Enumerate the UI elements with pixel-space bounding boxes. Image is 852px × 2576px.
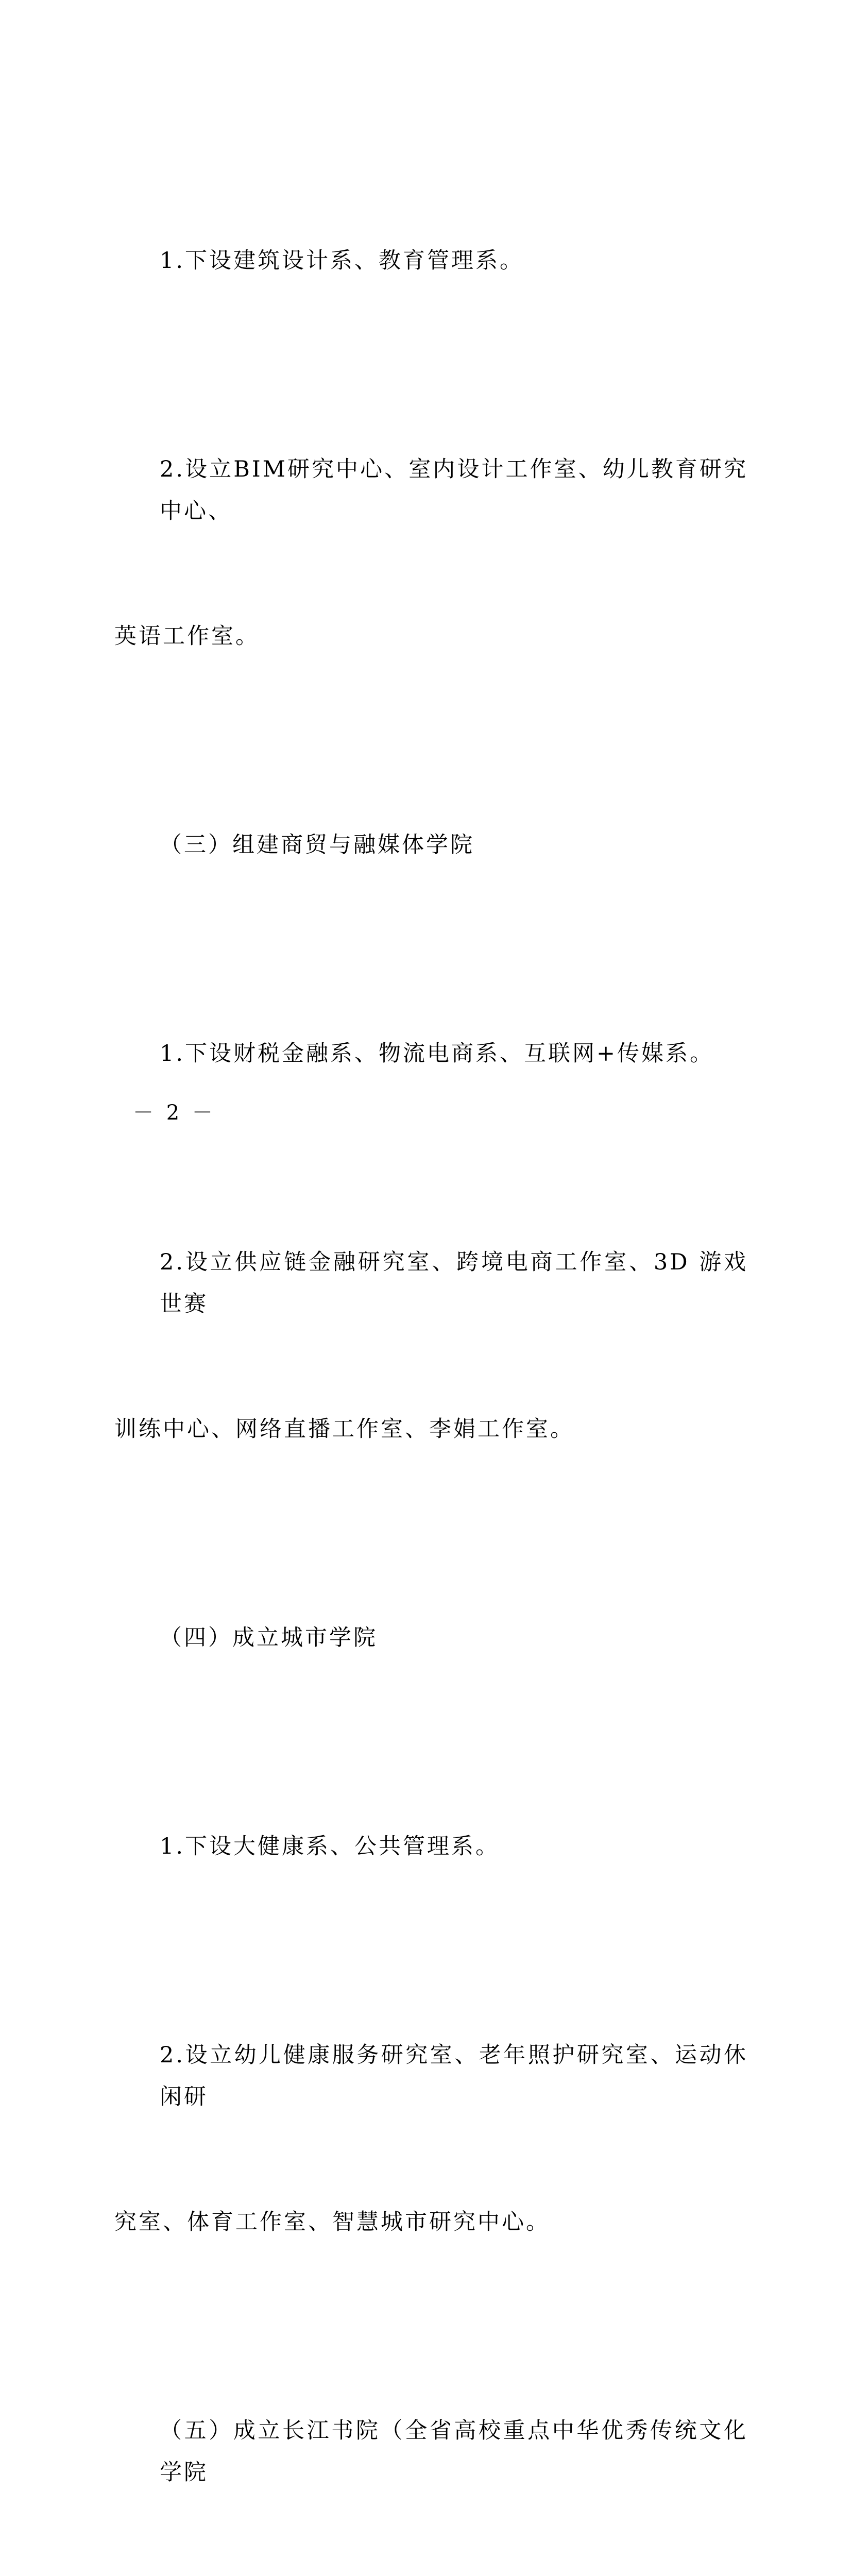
paragraph-line: 1.下设财税金融系、物流电商系、互联网+传媒系。	[160, 1041, 714, 1066]
paragraph-line: 1.下设建筑设计系、教育管理系。	[160, 248, 524, 274]
section-subheading: （四）成立城市学院	[160, 1625, 378, 1651]
paragraph-4	[114, 950, 748, 1158]
paragraph-line: 究室、体育工作室、智慧城市研究中心。	[114, 2209, 550, 2235]
paragraph-8	[114, 1951, 748, 2327]
paragraph-5	[114, 1158, 748, 1534]
paragraph-3	[114, 741, 748, 950]
paragraph-9	[114, 2327, 748, 2576]
paragraph-line: 1.下设大健康系、公共管理系。	[160, 1834, 500, 1859]
paragraph-1	[114, 157, 748, 365]
section-subheading: （五）成立长江书院（全省高校重点中华优秀传统文化学院	[160, 2418, 748, 2485]
paragraph-line: 2.设立BIM研究中心、室内设计工作室、幼儿教育研究中心、	[160, 456, 748, 524]
paragraph-2	[114, 365, 748, 741]
paragraph-line: 英语工作室。	[114, 623, 260, 649]
document-body	[114, 157, 748, 2576]
paragraph-6	[114, 1534, 748, 1742]
paragraph-line: 2.设立幼儿健康服务研究室、老年照护研究室、运动休闲研	[160, 2042, 748, 2110]
section-subheading: （三）组建商贸与融媒体学院	[160, 832, 474, 858]
paragraph-line: 训练中心、网络直播工作室、李娟工作室。	[114, 1416, 574, 1442]
paragraph-7	[114, 1742, 748, 1951]
page-number: － 2 －	[133, 1101, 216, 1125]
paragraph-line: 2.设立供应链金融研究室、跨境电商工作室、3D 游戏世赛	[160, 1249, 748, 1317]
